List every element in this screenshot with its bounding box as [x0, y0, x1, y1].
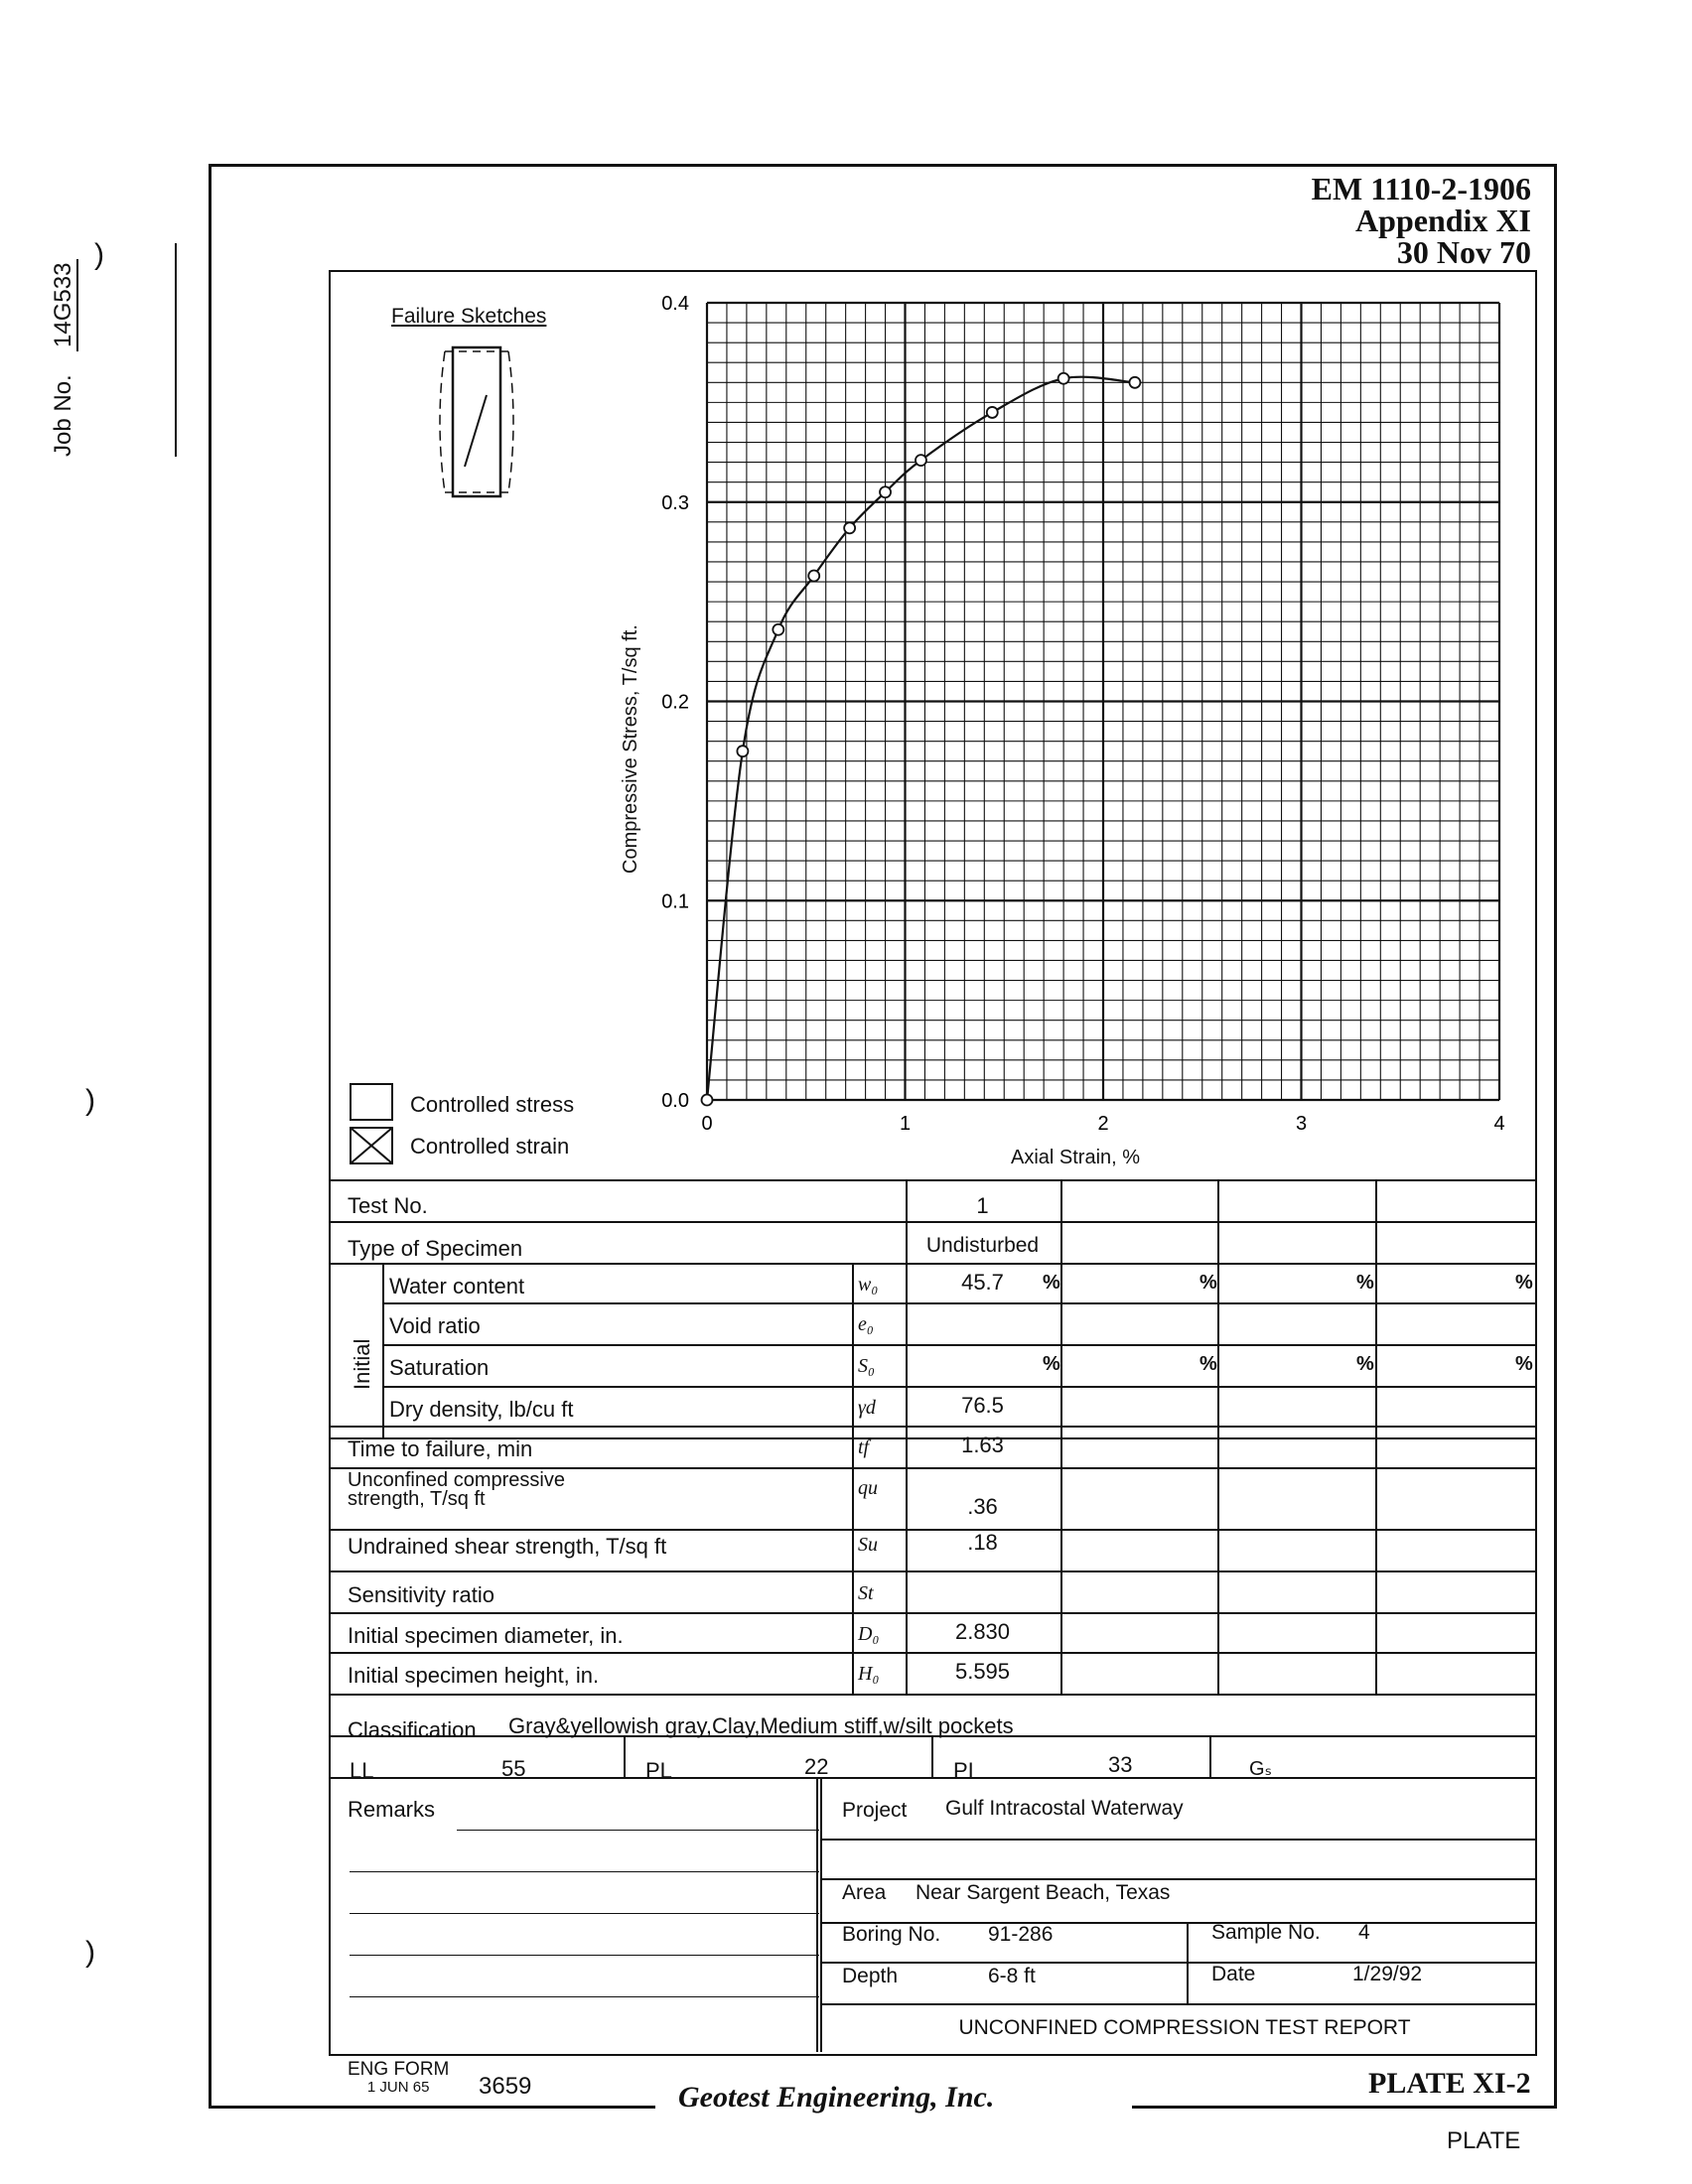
- table-rule: [1375, 1179, 1377, 1694]
- sample-value: 4: [1358, 1921, 1370, 1944]
- margin-mark: ): [94, 238, 104, 271]
- table-rule: [852, 1263, 854, 1694]
- table-row-value: .18: [967, 1530, 998, 1555]
- table-rule: [382, 1263, 384, 1437]
- y-tick-label: 0.1: [661, 890, 689, 913]
- table-row-label: Unconfined compressive: [348, 1469, 565, 1491]
- table-row-symbol: tf: [858, 1436, 870, 1458]
- table-rule: [329, 1263, 1535, 1265]
- chart-ylabel: Compressive Stress, T/sq ft.: [620, 624, 641, 874]
- table-row-value: 1.63: [961, 1433, 1004, 1457]
- table-row-symbol: w₀: [858, 1274, 879, 1296]
- job-underline: [175, 243, 177, 457]
- table-row-label: Dry density, lb/cu ft: [389, 1397, 574, 1422]
- eng-form-date: 1 JUN 65: [366, 2079, 430, 2096]
- margin-mark: ): [85, 1936, 95, 1969]
- data-point: [1058, 373, 1069, 384]
- margin-mark: ): [85, 1084, 95, 1117]
- table-rule: [1217, 1179, 1219, 1694]
- percent-sign: %: [1356, 1272, 1374, 1294]
- ll-value: 55: [501, 1756, 526, 1781]
- table-rule: [329, 1221, 1535, 1223]
- company-name: Geotest Engineering, Inc.: [678, 2081, 995, 2114]
- form-number: 3659: [479, 2073, 532, 2100]
- table-row-label: Initial specimen diameter, in.: [348, 1623, 624, 1648]
- data-point: [808, 571, 819, 582]
- table-rule: [329, 1652, 1535, 1654]
- table-row-value: 5.595: [954, 1659, 1011, 1684]
- x-tick-label: 0: [701, 1113, 713, 1135]
- remarks-line: [457, 1830, 819, 1831]
- table-row-value: 76.5: [961, 1393, 1004, 1418]
- type-specimen-label: Type of Specimen: [348, 1236, 523, 1261]
- data-point: [702, 1095, 713, 1106]
- y-tick-label: 0.3: [661, 491, 689, 514]
- eng-form: [348, 2061, 449, 2097]
- date-value: 1/29/92: [1352, 1963, 1423, 1985]
- appendix: Appendix XI: [1355, 203, 1531, 238]
- table-rule: [382, 1302, 1535, 1304]
- table-row-symbol: S₀: [858, 1355, 875, 1377]
- table-row-symbol: e₀: [858, 1313, 874, 1335]
- table-top-line: [329, 1179, 1535, 1181]
- pl-label: PL: [645, 1758, 672, 1783]
- table-row-label: Saturation: [389, 1355, 490, 1380]
- x-tick-label: 2: [1097, 1113, 1109, 1135]
- gs-label: Gₛ: [1249, 1758, 1273, 1780]
- area-label: Area: [842, 1881, 887, 1904]
- table-row-symbol: St: [858, 1582, 874, 1604]
- table-rule: [382, 1344, 1535, 1346]
- failure-sketch: [427, 338, 526, 506]
- table-row-symbol: Su: [858, 1534, 878, 1556]
- table-row-value: 2.830: [954, 1619, 1011, 1644]
- project-value: Gulf Intracostal Waterway: [945, 1797, 1184, 1820]
- data-point: [844, 522, 855, 533]
- controlled-strain-box: [350, 1127, 393, 1164]
- table-rule: [329, 1426, 1535, 1428]
- percent-sign: %: [1043, 1272, 1060, 1294]
- table-row-value: 45.7: [961, 1270, 1004, 1295]
- percent-sign: %: [1356, 1353, 1374, 1375]
- table-rule: [624, 1735, 626, 1777]
- percent-sign: %: [1199, 1353, 1217, 1375]
- remarks-line: [350, 1955, 819, 1956]
- chart-xlabel: Axial Strain, %: [1011, 1147, 1141, 1168]
- job-value: 14G533: [50, 259, 78, 351]
- controlled-stress-label: Controlled stress: [410, 1092, 575, 1117]
- plate-bottom: PLATE: [1447, 2127, 1521, 2154]
- y-tick-label: 0.0: [661, 1090, 689, 1112]
- table-rule: [820, 1777, 822, 2052]
- pi-value: 33: [1108, 1752, 1133, 1777]
- table-rule: [820, 1962, 1535, 1964]
- controlled-stress-box: [350, 1083, 393, 1121]
- table-row-label: Time to failure, min: [348, 1436, 533, 1461]
- controlled-strain-label: Controlled strain: [410, 1134, 570, 1159]
- table-rule: [931, 1735, 933, 1777]
- data-point: [987, 407, 998, 418]
- classification-label: Classification: [348, 1717, 477, 1742]
- remarks-line: [350, 1913, 819, 1914]
- header-date: 30 Nov 70: [1396, 234, 1531, 270]
- table-rule: [1187, 1922, 1189, 2003]
- table-rule: [329, 1612, 1535, 1614]
- percent-sign: %: [1199, 1272, 1217, 1294]
- pl-value: 22: [804, 1754, 829, 1779]
- table-rule: [820, 1839, 1535, 1841]
- sample-label: Sample No.: [1211, 1921, 1321, 1944]
- area-value: Near Sargent Beach, Texas: [916, 1881, 1171, 1904]
- pi-label: PI: [953, 1758, 974, 1783]
- table-rule: [329, 1694, 1535, 1696]
- table-row-symbol: qu: [858, 1477, 878, 1499]
- data-point: [916, 455, 926, 466]
- test-no-label: Test No.: [348, 1193, 428, 1218]
- data-point: [737, 746, 748, 756]
- plate-number: PLATE XI-2: [1368, 2067, 1531, 2100]
- x-tick-label: 1: [899, 1113, 912, 1135]
- data-point: [1129, 377, 1140, 388]
- x-tick-label: 4: [1493, 1113, 1505, 1135]
- remarks-line: [350, 1996, 819, 1997]
- table-row-symbol: γd: [858, 1397, 876, 1419]
- job-label: Job No.: [50, 374, 76, 457]
- table-row-symbol: H₀: [858, 1663, 880, 1685]
- table-row-label-line2: strength, T/sq ft: [348, 1488, 486, 1510]
- table-row-label: Water content: [389, 1274, 525, 1298]
- project-label: Project: [842, 1799, 908, 1822]
- table-rule: [1060, 1179, 1062, 1694]
- table-row-label: Sensitivity ratio: [348, 1582, 494, 1607]
- y-tick-label: 0.2: [661, 691, 689, 714]
- table-rule: [820, 1878, 1535, 1880]
- x-tick-label: 3: [1295, 1113, 1308, 1135]
- ll-label: LL: [350, 1758, 374, 1783]
- failure-sketches-title: Failure Sketches: [391, 305, 547, 328]
- job-number: [50, 218, 83, 457]
- table-row-label: Initial specimen height, in.: [348, 1663, 600, 1688]
- percent-sign: %: [1043, 1353, 1060, 1375]
- y-tick-label: 0.4: [661, 293, 689, 315]
- table-rule: [816, 1777, 818, 2052]
- stress-strain-chart: [616, 283, 1529, 1176]
- depth-value: 6-8 ft: [988, 1965, 1036, 1987]
- table-row-symbol: D₀: [858, 1623, 880, 1645]
- test-no-value: 1: [976, 1193, 989, 1218]
- table-rule: [382, 1386, 1535, 1388]
- boring-value: 91-286: [988, 1923, 1054, 1946]
- date-label: Date: [1211, 1963, 1256, 1985]
- percent-sign: %: [1515, 1353, 1533, 1375]
- table-rule: [329, 1570, 1535, 1572]
- eng-form-label: ENG FORM: [348, 2059, 450, 2080]
- type-specimen-value: Undisturbed: [925, 1234, 1040, 1257]
- classification-value: Gray&yellowish gray,Clay,Medium stiff,w/silt pockets: [508, 1713, 1014, 1738]
- depth-label: Depth: [842, 1965, 899, 1987]
- initial-label: Initial: [350, 1338, 374, 1390]
- report-title: UNCONFINED COMPRESSION TEST REPORT: [958, 2016, 1411, 2039]
- remarks-label: Remarks: [348, 1797, 436, 1822]
- table-rule: [820, 2003, 1535, 2005]
- remarks-line: [350, 1871, 819, 1872]
- table-row-label: Undrained shear strength, T/sq ft: [348, 1534, 667, 1559]
- em-number: EM 1110-2-1906: [1311, 171, 1531, 206]
- table-row-label: Void ratio: [389, 1313, 481, 1338]
- data-point: [773, 624, 783, 635]
- table-rule: [1209, 1735, 1211, 1777]
- boring-label: Boring No.: [842, 1923, 941, 1946]
- percent-sign: %: [1515, 1272, 1533, 1294]
- table-row-value: .36: [967, 1494, 998, 1519]
- stress-strain-curve: [707, 377, 1135, 1100]
- data-point: [880, 486, 891, 497]
